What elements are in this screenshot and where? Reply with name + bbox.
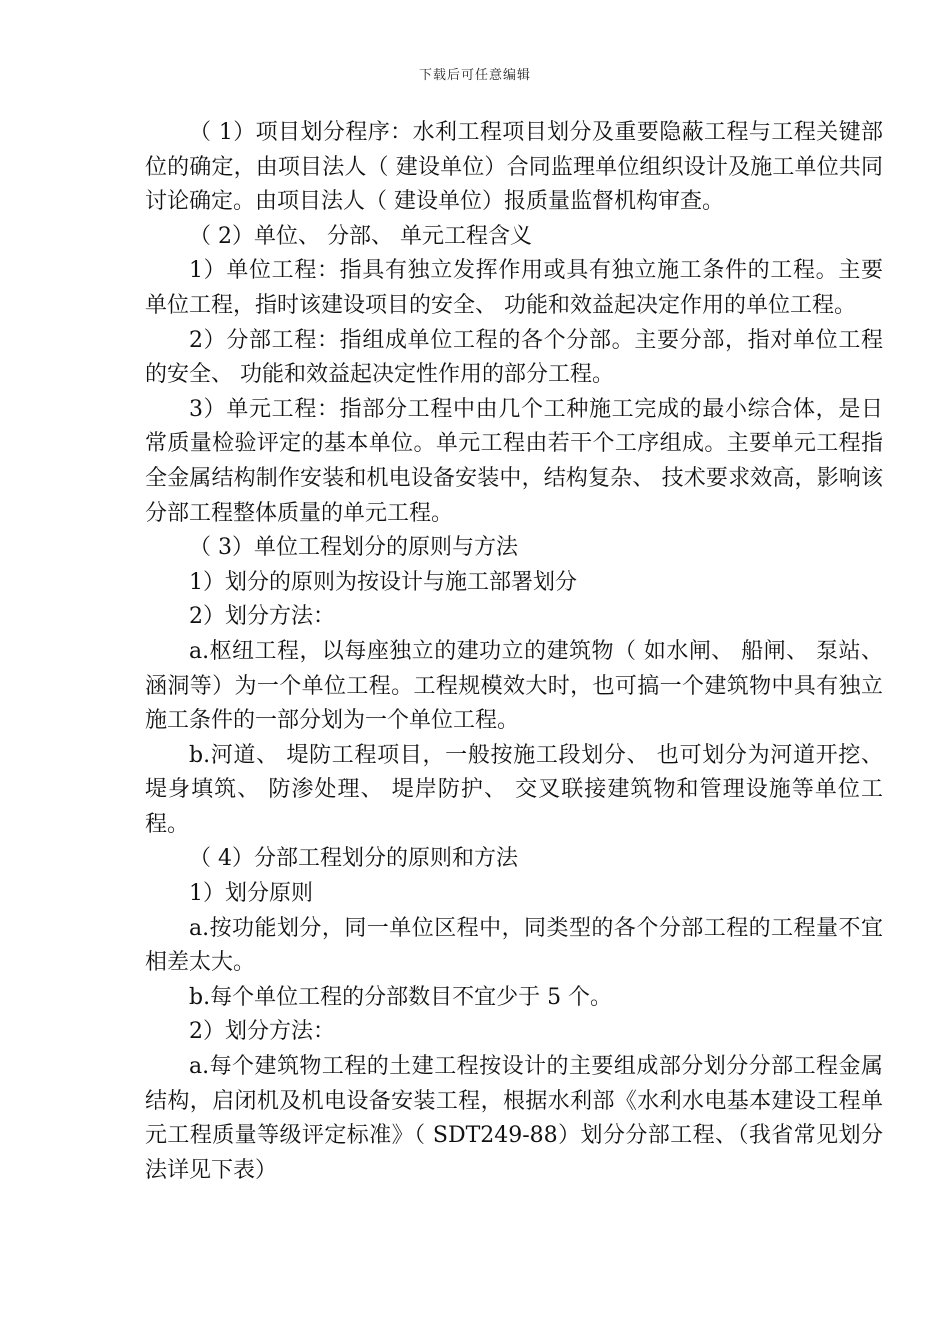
section-heading: （ 3）单位工程划分的原则与方法 xyxy=(189,535,518,561)
paragraph: a.枢纽工程，以每座独立的建功立的建筑物（ 如水闸、 船闸、 泵站、 涵洞等）为一个单位工程。工程规模效大时，也可搞一个建筑物中具有独立施工条件的一部分划为一个单位工程。 xyxy=(145,638,883,734)
paragraph: 1）划分原则 xyxy=(189,881,313,907)
paragraph: b.每个单位工程的分部数目不宜少于 5 个。 xyxy=(189,984,613,1010)
paragraph: a.按功能划分，同一单位区程中，同类型的各个分部工程的工程量不宜相差太大。 xyxy=(145,915,883,976)
section-heading: （ 2）单位、 分部、 单元工程含义 xyxy=(189,223,532,249)
paragraph: 1）单位工程：指具有独立发挥作用或具有独立施工条件的工程。主要单位工程，指时该建设项目的安全、 功能和效益起决定作用的单位工程。 xyxy=(145,258,883,318)
document-body xyxy=(145,116,883,1188)
paragraph: 2）划分方法： xyxy=(189,604,335,630)
paragraph: a.每个建筑物工程的土建工程按设计的主要组成部分划分分部工程金属结构，启闭机及机电设备安装工程，根据水利部《水利水电基本建设工程单元工程质量等级评定标准》（ SDT249-88）划分分部工程、（我省常见划分法详见下表） xyxy=(145,1054,883,1183)
paragraph: 2）划分方法： xyxy=(189,1019,335,1045)
paragraph: 1）划分的原则为按设计与施工部署划分 xyxy=(189,569,577,595)
paragraph: 2）分部工程：指组成单位工程的各个分部。主要分部，指对单位工程的安全、 功能和效益起决定性作用的部分工程。 xyxy=(145,327,883,388)
paragraph: 3）单元工程：指部分工程中由几个工种施工完成的最小综合体，是日常质量检验评定的基本单位。单元工程由若干个工序组成。主要单元工程指全金属结构制作安装和机电设备安装中，结构复杂、 技术要求效高，影响该分部工程整体质量的单元工程。 xyxy=(145,396,883,526)
paragraph: （ 1）项目划分程序：水利工程项目划分及重要隐蔽工程与工程关键部位的确定，由项目法人（ 建设单位）合同监理单位组织设计及施工单位共同讨论确定。由项目法人（ 建设单位）报质量监督机构审查。 xyxy=(145,120,883,215)
paragraph: b.河道、 堤防工程项目，一般按施工段划分、 也可划分为河道开挖、 堤身填筑、 防渗处理、 堤岸防护、 交叉联接建筑物和管理设施等单位工程。 xyxy=(145,742,883,837)
section-heading: （ 4）分部工程划分的原则和方法 xyxy=(189,846,518,872)
page-header: 下载后可任意编辑 xyxy=(418,68,531,83)
